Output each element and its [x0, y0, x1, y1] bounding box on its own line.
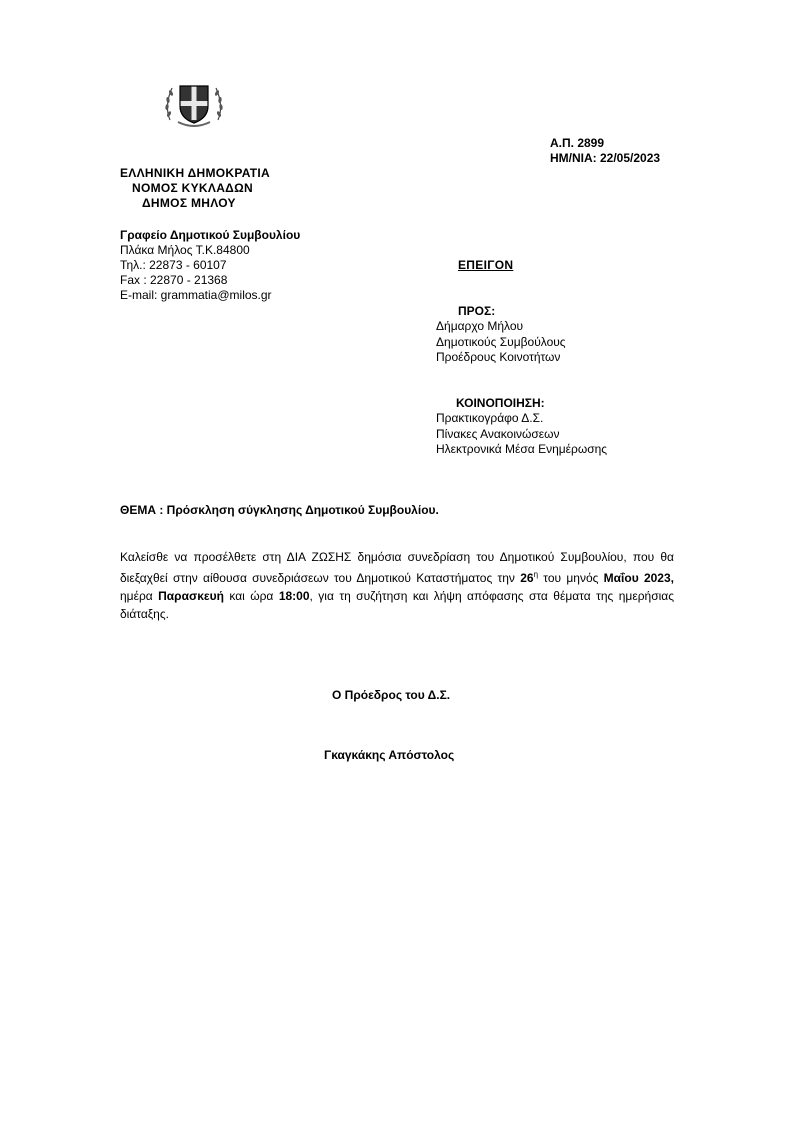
greek-emblem-icon — [160, 76, 228, 130]
signature-title: Ο Πρόεδρος του Δ.Σ. — [332, 688, 451, 702]
to-item: Δημοτικούς Συμβούλους — [436, 334, 566, 349]
office-fax: Fax : 22870 - 21368 — [120, 273, 228, 287]
meeting-day: 26 — [520, 571, 534, 585]
header-municipality: ΔΗΜΟΣ ΜΗΛΟΥ — [142, 196, 236, 210]
meeting-time: 18:00 — [278, 589, 310, 603]
cc-item: Ηλεκτρονικά Μέσα Ενημέρωσης — [436, 442, 608, 456]
office-name: Γραφείο Δημοτικού Συμβουλίου — [120, 228, 301, 242]
cc-list — [436, 411, 607, 458]
office-address: Πλάκα Μήλος Τ.Κ.84800 — [120, 243, 250, 257]
cc-label: ΚΟΙΝΟΠΟΙΗΣΗ: — [456, 396, 545, 410]
to-list — [436, 319, 566, 366]
to-item: Προέδρους Κοινοτήτων — [436, 350, 561, 364]
signature-name: Γκαγκάκης Απόστολος — [324, 748, 455, 762]
subject-line: ΘΕΜΑ : Πρόσκληση σύγκλησης Δημοτικού Συμβουλίου. — [120, 503, 439, 517]
body-text-2: του μηνός — [538, 571, 604, 585]
body-text-4: και ώρα — [223, 589, 279, 603]
meeting-day-suffix: η — [533, 570, 539, 579]
cc-item: Πρακτικογράφο Δ.Σ. — [436, 411, 544, 425]
body-text-5: , για τη συζήτηση και λήψη απόφασης στα θέματα της ημερήσιας διάταξης. — [120, 589, 674, 621]
office-email: E-mail: grammatia@milos.gr — [120, 288, 272, 302]
office-phone: Τηλ.: 22873 - 60107 — [120, 258, 227, 272]
protocol-number: Α.Π. 2899 — [550, 136, 605, 150]
urgent-label: ΕΠΕΙΓΟΝ — [458, 258, 514, 272]
document-date: ΗΜ/ΝΙΑ: 22/05/2023 — [550, 151, 661, 165]
to-label: ΠΡΟΣ: — [458, 304, 496, 318]
to-item: Δήμαρχο Μήλου — [436, 319, 524, 333]
meeting-month: Μαΐου 2023, — [603, 571, 674, 585]
cc-item: Πίνακες Ανακοινώσεων — [436, 426, 560, 441]
header-republic: ΕΛΛΗΝΙΚΗ ΔΗΜΟΚΡΑΤΙΑ — [120, 166, 270, 180]
header-prefecture: ΝΟΜΟΣ ΚΥΚΛΑΔΩΝ — [132, 181, 253, 195]
body-text-1: Καλείσθε να προσέλθετε στη ΔΙΑ ΖΩΣΗΣ δημόσια συνεδρίαση του Δημοτικού Συμβουλίου, που θα διεξαχθεί στην αίθουσα συνεδριάσεων του Δημοτικού Καταστήματος την — [120, 550, 674, 585]
invitation-body — [120, 548, 674, 623]
meeting-weekday: Παρασκευή — [158, 589, 224, 603]
body-text-3: ημέρα — [120, 589, 159, 603]
